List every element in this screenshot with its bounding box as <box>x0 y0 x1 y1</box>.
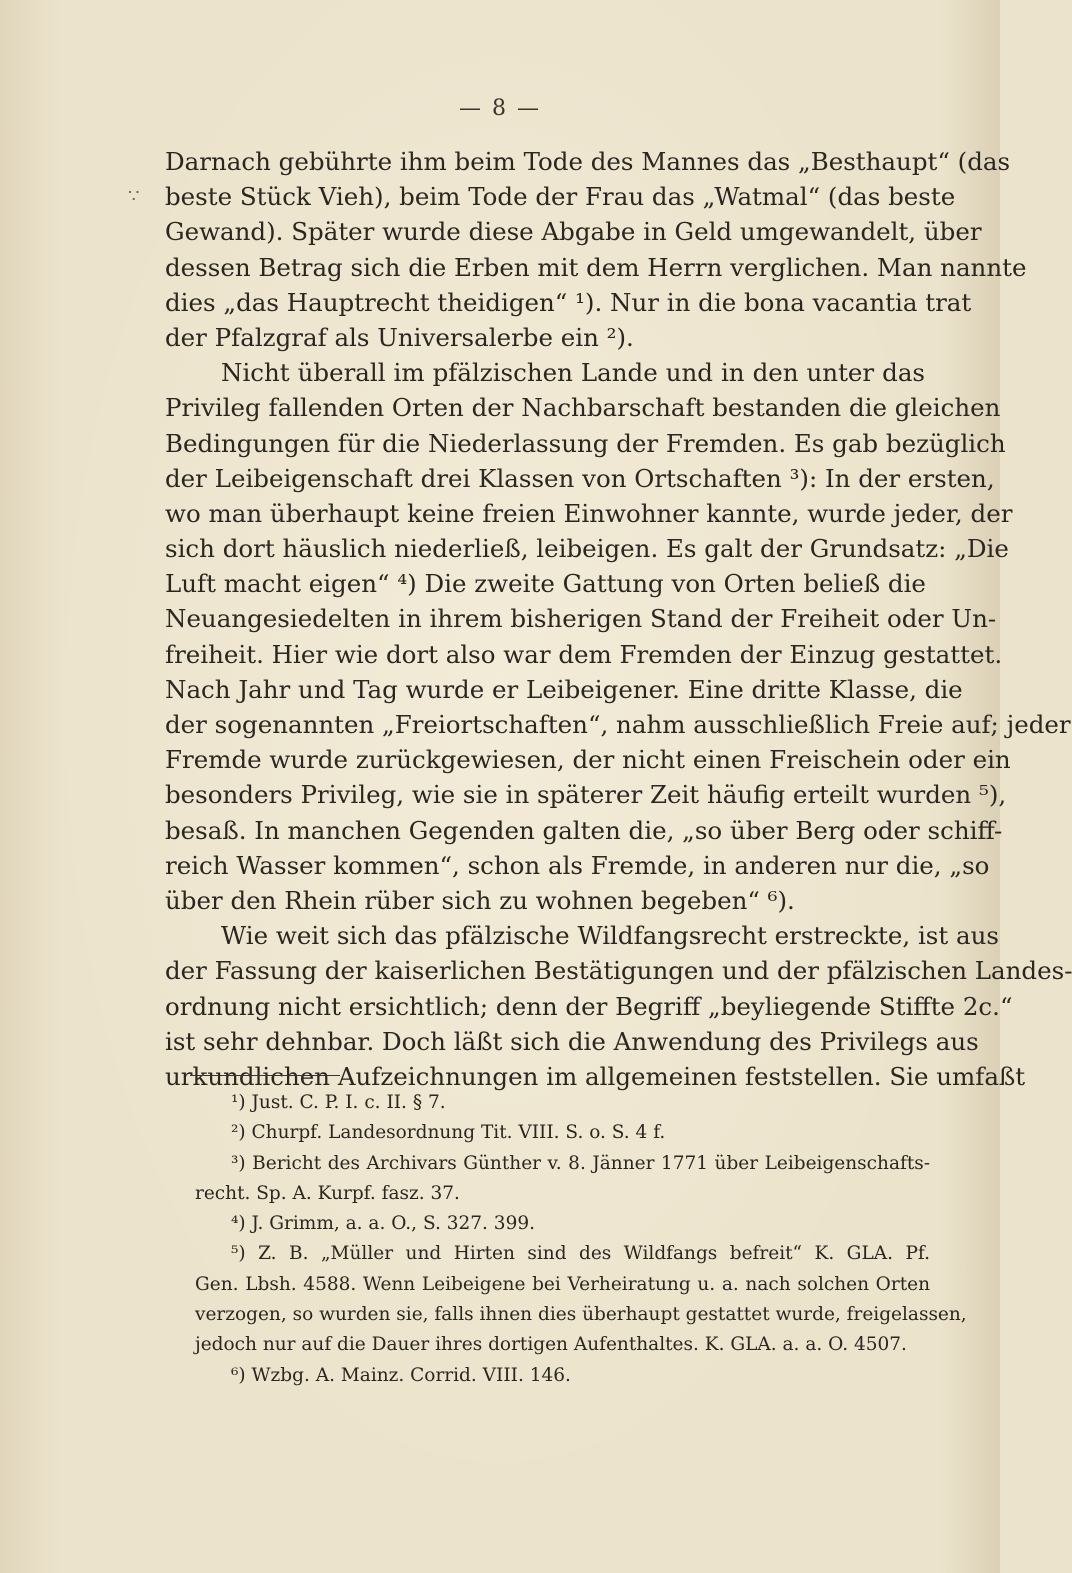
footnote <box>195 1088 930 1118</box>
footnote-line: verzogen, so wurden sie, falls ihnen dies überhaupt gestattet wurde, freigelassen, <box>195 1304 967 1326</box>
body-text <box>165 144 1072 1094</box>
footnote <box>195 1239 967 1360</box>
body-line: besonders Privileg, wie sie in späterer Zeit häufig erteilt wurden ⁵), <box>165 780 1007 810</box>
footnote-line: ⁵) Z. B. „Müller und Hirten sind des Wildfangs befreit“ K. GLA. Pf. <box>231 1243 930 1265</box>
footnote-line: ⁴) J. Grimm, a. a. O., S. 327. 399. <box>231 1213 535 1235</box>
body-line: der Leibeigenschaft drei Klassen von Ortschaften ³): In der ersten, <box>165 463 995 493</box>
footnote <box>195 1361 930 1391</box>
body-line: der sogenannten „Freiortschaften“, nahm ausschließlich Freie auf; jeder <box>165 710 1071 739</box>
body-line: der Fassung der kaiserlichen Bestätigungen und der pfälzischen Landes- <box>165 956 1072 986</box>
body-line: über den Rhein rüber sich zu wohnen begeben“ ⁶). <box>165 885 795 915</box>
body-line: Gewand). Später wurde diese Abgabe in Geld umgewandelt, über <box>165 217 982 247</box>
body-line: ordnung nicht ersichtlich; denn der Begriff „beyliegende Stiffte 2c.“ <box>165 991 1013 1021</box>
body-line: besaß. In manchen Gegenden galten die, „so über Berg oder schiff- <box>165 815 1003 845</box>
footnote-rule <box>190 1075 340 1076</box>
footnote-line: ³) Bericht des Archivars Günther v. 8. Jänner 1771 über Leibeigenschafts- <box>231 1152 930 1174</box>
body-line: der Pfalzgraf als Universalerbe ein ²). <box>165 322 634 352</box>
body-line: Luft macht eigen“ ⁴) Die zweite Gattung von Orten beließ die <box>165 569 926 599</box>
body-line: Privileg fallenden Orten der Nachbarschaft bestanden die gleichen <box>165 393 1001 423</box>
footnote-line: recht. Sp. A. Kurpf. fasz. 37. <box>195 1182 460 1204</box>
footnote <box>195 1149 930 1210</box>
body-line: ist sehr dehnbar. Doch läßt sich die Anwendung des Privilegs aus <box>165 1026 979 1056</box>
body-line: Nach Jahr und Tag wurde er Leibeigener. Eine dritte Klasse, die <box>165 674 963 704</box>
footnote <box>195 1209 930 1239</box>
body-line: Wie weit sich das pfälzische Wildfangsrecht erstreckte, ist aus <box>221 921 999 951</box>
body-line: Neuangesiedelten in ihrem bisherigen Stand der Freiheit oder Un- <box>165 604 997 634</box>
body-line: beste Stück Vieh), beim Tode der Frau das „Watmal“ (das beste <box>165 182 956 212</box>
body-line: Bedingungen für die Niederlassung der Fremden. Es gab bezüglich <box>165 428 1006 458</box>
body-line: Fremde wurde zurückgewiesen, der nicht einen Freischein oder ein <box>165 745 1011 775</box>
footnotes <box>195 1088 967 1391</box>
body-line: wo man überhaupt keine freien Einwohner kannte, wurde jeder, der <box>165 498 1013 528</box>
footnote-line: ¹) Just. C. P. I. c. II. § 7. <box>231 1092 446 1113</box>
body-line: reich Wasser kommen“, schon als Fremde, in anderen nur die, „so <box>165 850 990 880</box>
page-number: — 8 — <box>459 96 541 121</box>
body-line: sich dort häuslich niederließ, leibeigen. Es galt der Grundsatz: „Die <box>165 534 1009 564</box>
footnote-line: Gen. Lbsh. 4588. Wenn Leibeigene bei Verheiratung u. a. nach solchen Orten <box>195 1273 930 1295</box>
footnote-line: ²) Churpf. Landesordnung Tit. VIII. S. o. S. 4 f. <box>231 1122 666 1144</box>
footnote-line: jedoch nur auf die Dauer ihres dortigen Aufenthaltes. K. GLA. a. a. O. 4507. <box>195 1334 907 1356</box>
body-line: Nicht überall im pfälzischen Lande und in den unter das <box>221 358 925 388</box>
body-line: Darnach gebührte ihm beim Tode des Mannes das „Besthaupt“ (das <box>165 147 1011 176</box>
body-line: dessen Betrag sich die Erben mit dem Herrn verglichen. Man nannte <box>165 252 1027 282</box>
body-line: dies „das Hauptrecht theidigen“ ¹). Nur in die bona vacantia trat <box>165 287 972 317</box>
footnote <box>195 1118 930 1148</box>
margin-mark: ∵ <box>128 186 140 207</box>
body-line: urkundlichen Aufzeichnungen im allgemeinen feststellen. Sie umfaßt <box>165 1061 1026 1091</box>
body-line: freiheit. Hier wie dort also war dem Fremden der Einzug gestattet. <box>165 639 1003 669</box>
footnote-line: ⁶) Wzbg. A. Mainz. Corrid. VIII. 146. <box>231 1364 571 1386</box>
